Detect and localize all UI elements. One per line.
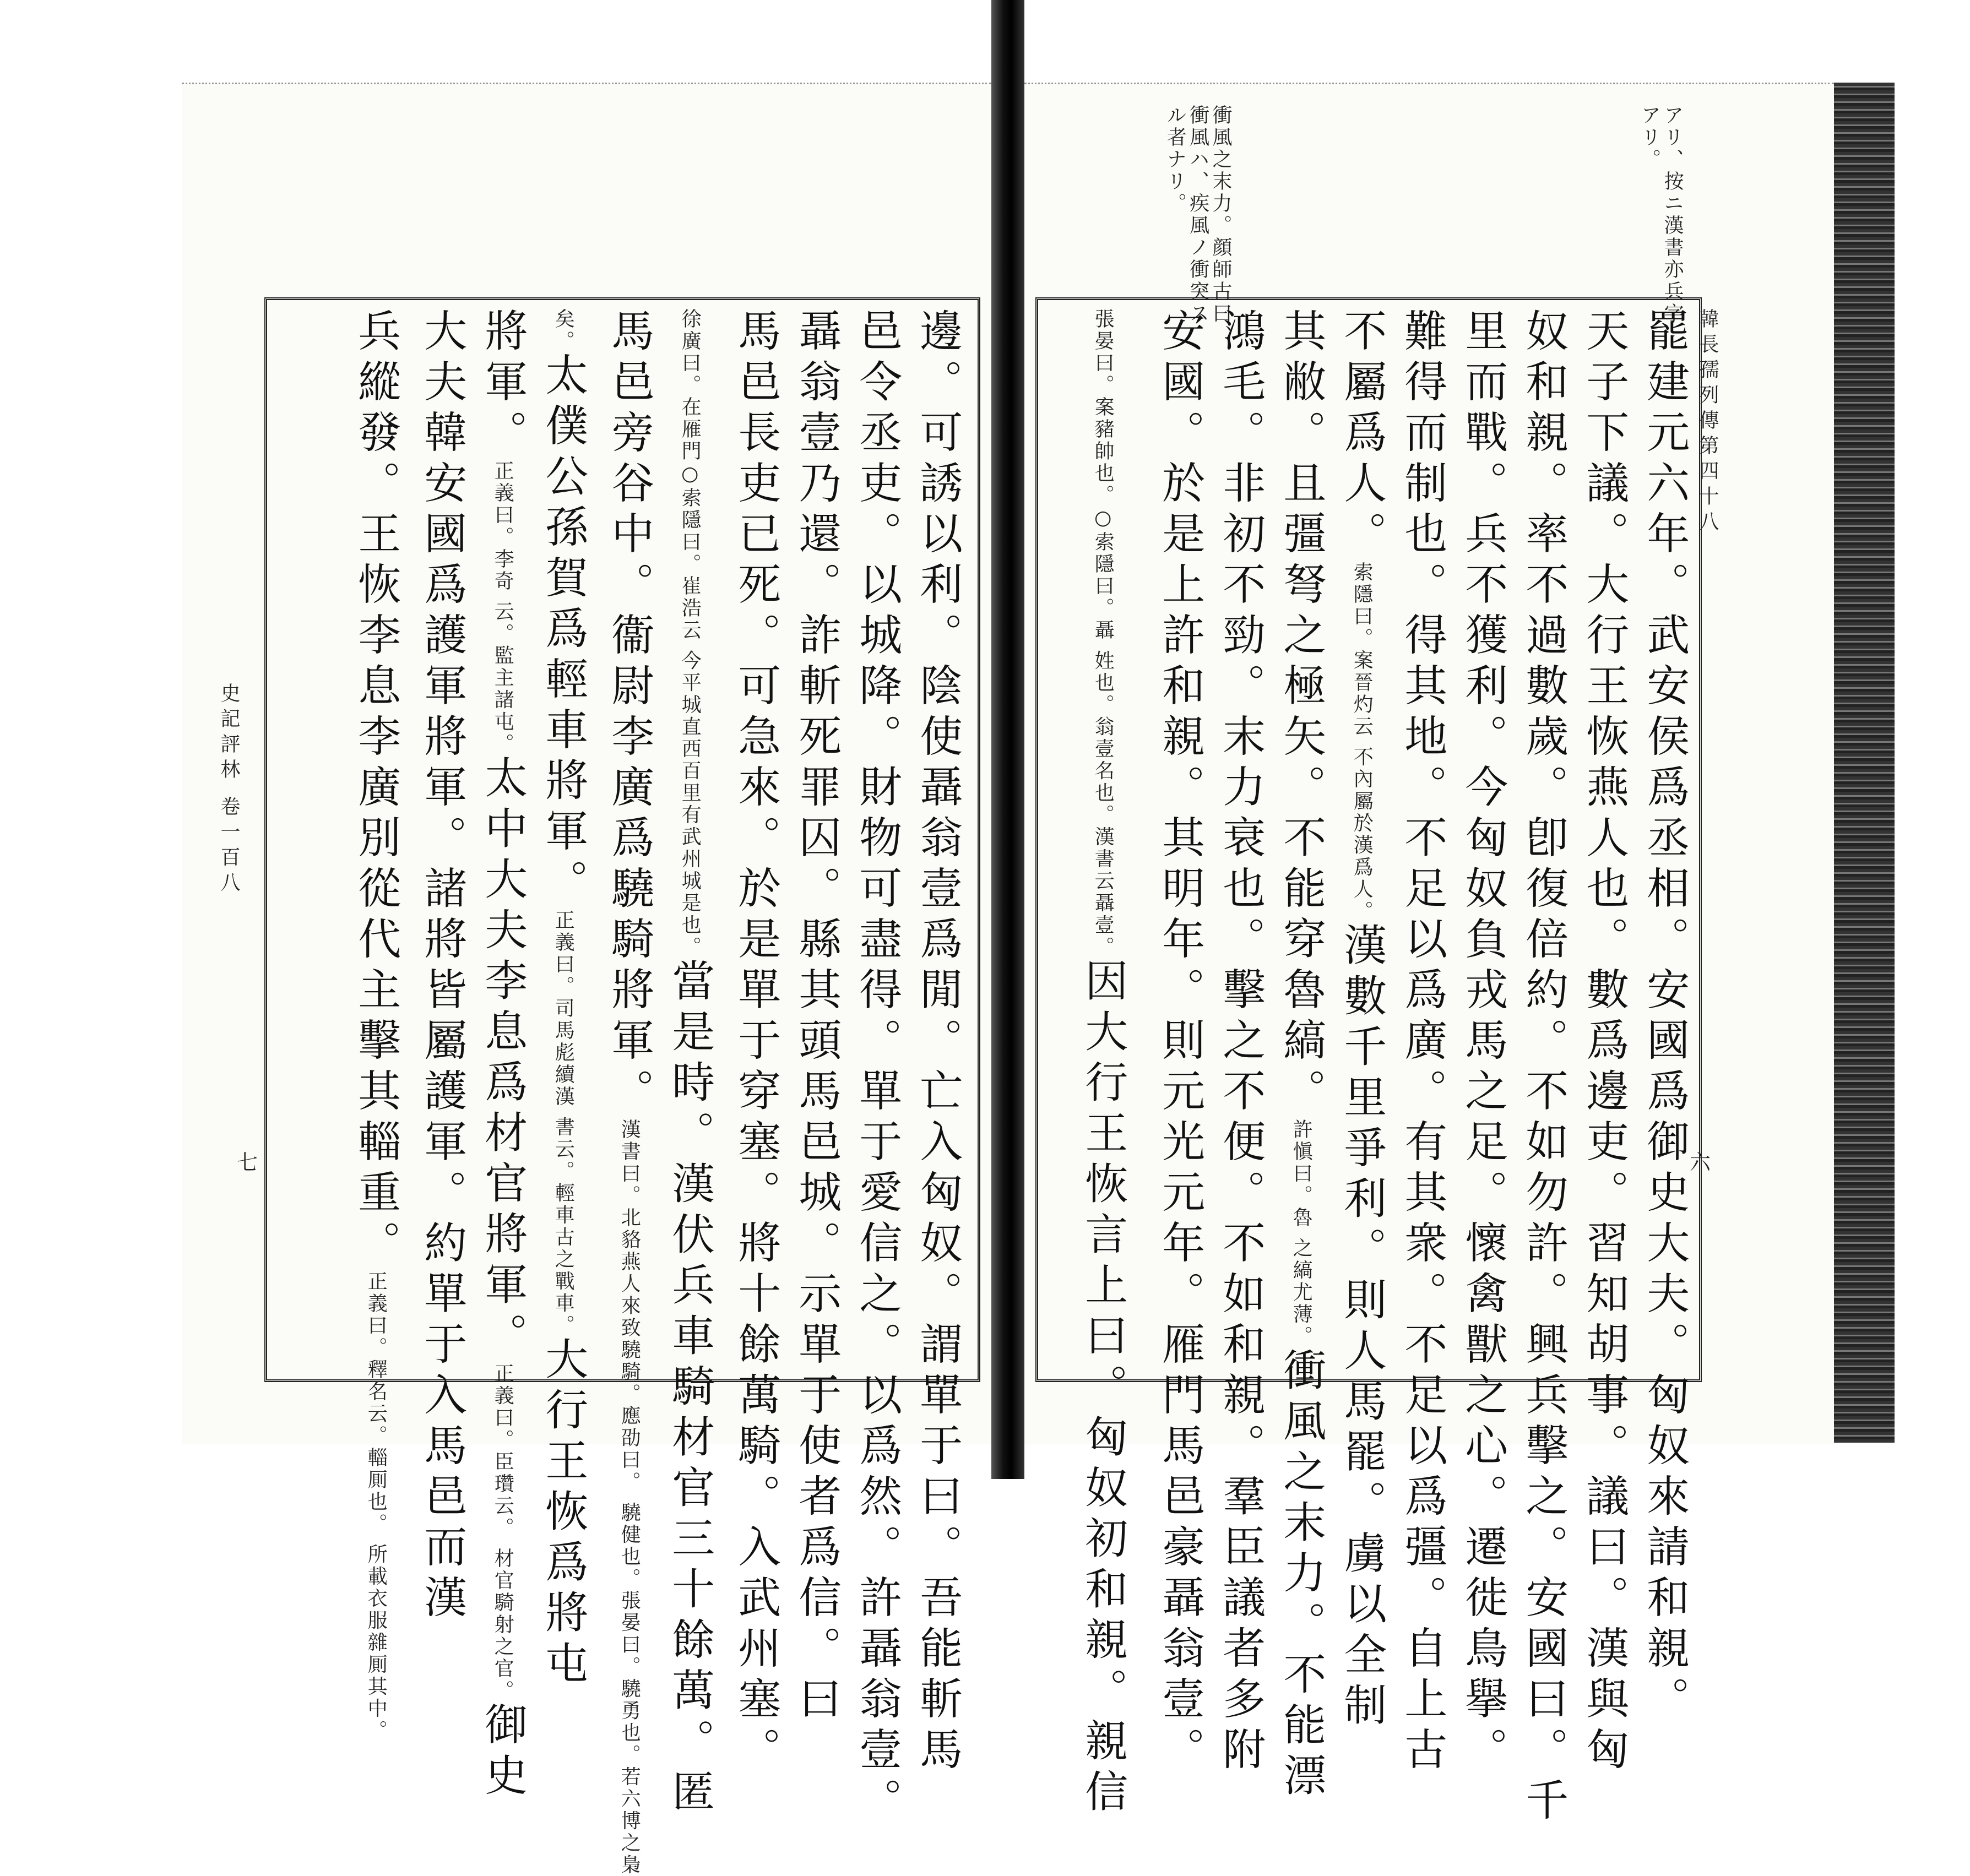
- right-col-8: 鴻毛。非初不勁。末力衰也。擊之不便。不如和親。羣臣議者多附: [1215, 308, 1266, 1777]
- left-col-6: 馬邑旁谷中。衞尉李廣爲驍騎將軍。漢書曰。北貉燕人來致驍騎。應劭曰。 驍健也。張晏曰。驍勇也。若六博之梟: [604, 308, 654, 1876]
- left-col-7-note-b: 正義曰。司馬彪續漢 書云。輕車古之戰車。: [552, 910, 575, 1337]
- right-col-6: 不屬爲人。索隱曰。案晉灼云 不內屬於漢爲人。漢數千里爭利。則人馬罷。虜以全制: [1337, 308, 1387, 1733]
- left-col-8-note-a: 正義曰。李奇 云。監主諸屯。: [491, 460, 514, 755]
- right-col-7-note: 許愼曰。魯 之縞尤薄。: [1290, 1119, 1313, 1348]
- left-col-5: 徐廣曰。在雁門○索隱曰。崔浩云 今平城直西百里有武州城是也。當是時。漢伏兵車騎材官三十餘萬。匿: [665, 308, 715, 1820]
- left-col-7-note-a: 矣。: [552, 308, 575, 352]
- right-col-9: 安國。於是上許和親。其明年。則元光元年。雁門馬邑豪聶翁壹。: [1155, 308, 1205, 1777]
- right-col-1: 罷建元六年。武安侯爲丞相。安國爲御史大夫。匈奴來請和親。: [1640, 308, 1690, 1727]
- right-top-note-2: 衝風之末力。顔師古曰、 衝風ハ、疾風ノ衝突ス ル者ナリ。: [1164, 105, 1232, 347]
- right-col-7: 其敝。且彊弩之極矢。不能穿魯縞。許愼曰。魯 之縞尤薄。衝風之末力。不能漂: [1276, 308, 1326, 1804]
- left-col-7: 矣。太僕公孫賀爲輕車將軍。正義曰。司馬彪續漢 書云。輕車古之戰車。大行王恢爲將屯: [538, 308, 588, 1692]
- left-col-10-note: 正義曰。釋名云。輜厠也。 所載衣服雜厠其中。: [365, 1271, 388, 1742]
- right-running-header: 韓長孺列傳第四十八: [1696, 308, 1719, 536]
- right-col-6-note: 索隱曰。案晉灼云 不內屬於漢爲人。: [1350, 562, 1374, 923]
- left-col-4: 馬邑長吏已死。可急來。於是單于穿塞。將十餘萬騎。入武州塞。: [731, 308, 781, 1777]
- right-col-10: 張晏曰。案豬帥也。○索隱曰。聶 姓也。翁壹名也。漢書云聶壹。因大行王恢言上曰。匈奴初和親。親信: [1078, 308, 1128, 1820]
- left-col-5-note: 徐廣曰。在雁門○索隱曰。崔浩云 今平城直西百里有武州城是也。: [679, 308, 702, 959]
- left-col-1: 邊。可誘以利。陰使聶翁壹爲閒。亡入匈奴。謂單于曰。吾能斬馬: [913, 308, 963, 1777]
- left-col-10: 兵縱發。王恢李息李廣別從代主擊其輜重。正義曰。釋名云。輜厠也。 所載衣服雜厠其中。: [351, 308, 401, 1742]
- left-col-8-note-b: 正義曰。臣瓚云。 材官騎射之官。: [491, 1363, 514, 1702]
- right-col-4: 里而戰。兵不獲利。今匈奴負戎馬之足。懷禽獸之心。遷徙鳥擧。: [1458, 308, 1508, 1777]
- left-col-6-note: 漢書曰。北貉燕人來致驍騎。應劭曰。 驍健也。張晏曰。驍勇也。若六博之梟: [618, 1119, 641, 1876]
- right-col-5: 難得而制也。得其地。不足以爲廣。有其衆。不足以爲彊。自上古: [1397, 308, 1447, 1777]
- left-col-8: 將軍。正義曰。李奇 云。監主諸屯。太中大夫李息爲材官將軍。正義曰。臣瓚云。 材官騎射之官。御史: [477, 308, 528, 1803]
- left-col-2: 邑令丞吏。以城降。財物可盡得。單于愛信之。以爲然。許聶翁壹。: [852, 308, 902, 1828]
- right-col-10-note: 張晏曰。案豬帥也。○索隱曰。聶 姓也。翁壹名也。漢書云聶壹。: [1092, 308, 1115, 959]
- page-edge-strip: [1834, 83, 1895, 1443]
- book-gutter: [991, 0, 1024, 1479]
- right-top-note-1: アリ、按ニ漢書亦兵字 アリ。: [1638, 105, 1684, 325]
- right-page-number: 六: [1690, 1150, 1711, 1174]
- left-col-3: 聶翁壹乃還。詐斬死罪囚。縣其頭馬邑城。示單于使者爲信。曰: [791, 308, 842, 1727]
- left-page-number: 七: [237, 1150, 258, 1174]
- right-col-2: 天子下議。大行王恢燕人也。數爲邊吏。習知胡事。議曰。漢與匈: [1579, 308, 1629, 1777]
- left-col-9: 大夫韓安國爲護軍將軍。諸將皆屬護軍。約單于入馬邑而漢: [417, 308, 467, 1625]
- left-folio: 史記評林 卷一百八: [218, 683, 240, 898]
- right-col-3: 奴和親。率不過數歲。卽復倍約。不如勿許。興兵擊之。安國曰。千: [1518, 308, 1569, 1828]
